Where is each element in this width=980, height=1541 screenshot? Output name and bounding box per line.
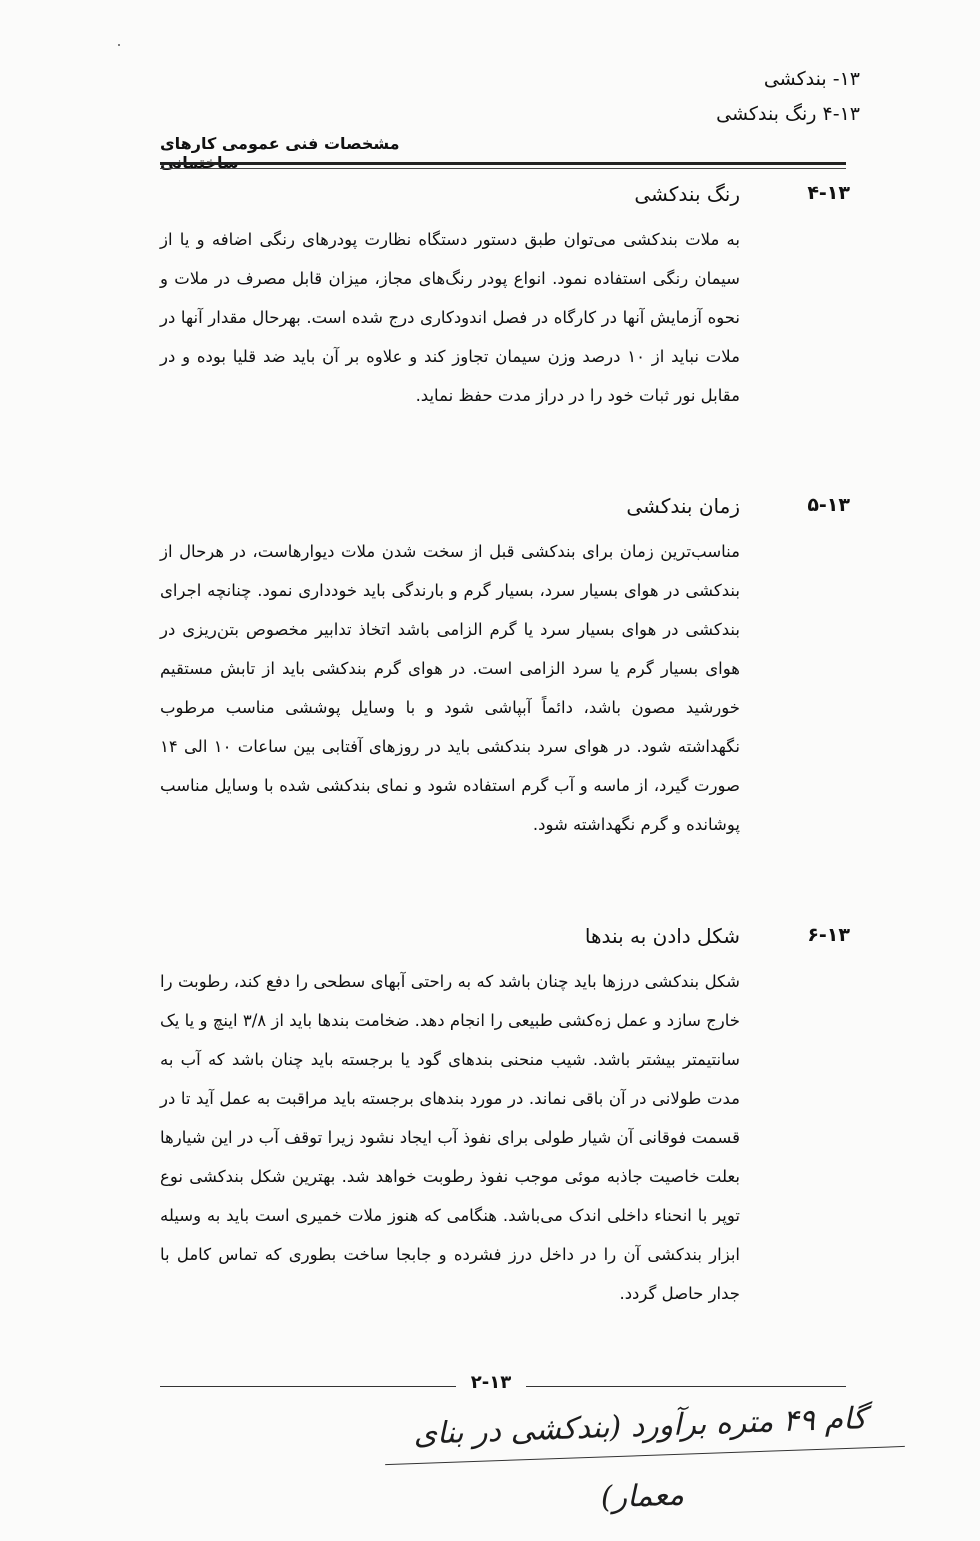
chapter-heading: ۱۳- بندکشی [763,68,860,90]
section-body: به ملات بندکشی می‌توان طبق دستور دستگاه نظارت پودرهای رنگی اضافه و یا از سیمان رنگی استفاده نمود. انواع پودر رنگ‌های مجاز، میزان قابل مصرف در ملات و نحوه آزمایش آنها در کارگاه در فصل اندودکاری درج شده است. بهرحال مقدار آنها در ملات نباید از ۱۰ درصد وزن سیمان تجاوز کند و علاوه بر آن باید ضد قلیا بوده و در مقابل نور ثبات خود را در دراز مدت حفظ نماید. [160,230,740,405]
section-head [160,182,850,220]
book-title: مشخصات فنی عمومی کارهای [160,134,400,153]
section-timing [160,494,850,844]
section-title: زمان بندکشی [626,494,740,518]
header-rule-thin [160,168,846,169]
section-number: ۶-۱۳ [807,924,850,946]
section-title: رنگ بندکشی [634,182,740,206]
section-number: ۴-۱۳ [807,182,850,204]
section-body: شکل بندکشی درزها باید چنان باشد که به راحتی آبهای سطحی را دفع کند، رطوبت را خارج سازد و عمل زه‌کشی طبیعی را انجام دهد. ضخامت بندها باید از ۳/۸ اینچ و یا یک سانتیمتر بیشتر باشد. شیب منحنی بندهای گود یا برجسته باید چنان باشد که آب به مدت طولانی در آن باقی نماند. در مورد بندهای برجسته باید مراقبت به عمل آید تا در قسمت فوقانی آن شیار طولی برای نفوذ آب ایجاد نشود زیرا توقف آب در این شیارها بعلت خاصیت جاذبه موئی موجب نفوذ رطوبت خواهد شد. بهترین شکل بندکشی نوع توپر با انحناء داخلی اندک می‌باشد. هنگامی که هنوز ملات خمیری است باید به وسیله ابزار بندکشی آن را در داخل درز فشرده و جابجا ساخت بطوری که تماس کامل با جدار حاصل گردد. [160,972,741,1303]
section-body: مناسب‌ترین زمان برای بندکشی قبل از سخت شدن ملات دیوارهاست، در هرحال از بندکشی در هوای بسیار سرد، بسیار گرم و بارندگی باید خودداری نمود. چنانچه اجرای بندکشی در هوای بسیار سرد یا گرم الزامی باشد اتخاذ تدابیر مخصوص بتن‌ریزی در هوای بسیار گرم یا سرد الزامی است. در هوای گرم بندکشی باید از تابش مستقیم خورشید مصون باشد، دائماً آبپاشی شود و با وسایل پوششی مناسب مرطوب نگهداشته شود. در هوای سرد بندکشی باید در روزهای آفتابی بین ساعات ۱۰ الی ۱۴ صورت گیرد، از ماسه و آب گرم استفاده شود و نمای بندکشی شده با وسایل مناسب پوشانده و گرم نگهداشته شود. [160,542,740,834]
section-heading: ۴-۱۳ رنگ بندکشی [716,103,860,125]
section-head [160,924,850,962]
header-rule [160,162,846,165]
section-shaping [160,924,850,1313]
scan-speck [118,44,120,46]
section-color [160,182,850,415]
handwritten-note: گام ۴۹ متره برآورد (بندکشی در بنای معمار) [412,1401,868,1516]
footer-rule-left [160,1386,460,1387]
page-number: ۲-۱۳ [456,1372,526,1393]
section-title: شکل دادن به بندها [584,924,740,948]
section-head [160,494,850,532]
section-number: ۵-۱۳ [807,494,850,516]
